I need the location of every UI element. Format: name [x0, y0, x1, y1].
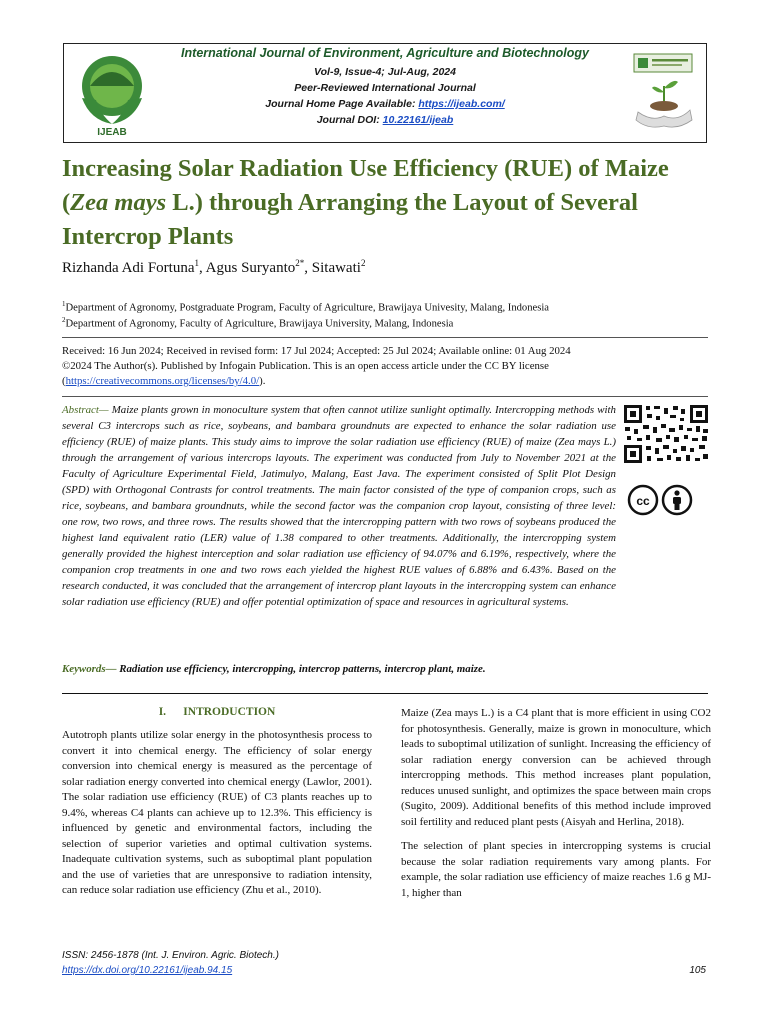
peer-reviewed-label: Peer-Reviewed International Journal: [294, 82, 476, 94]
footer-doi-line: [62, 965, 232, 976]
author-list: [62, 258, 365, 277]
keywords-label: Keywords—: [62, 663, 117, 675]
abstract-text: Maize plants grown in monoculture system that often cannot utilize sunlight optimally. Intercropping methods with several C3 intercrops such as rice, soybeans, and bambara groundnuts are expected to enhance the solar radiation use efficiency (RUE) of maize plants. This study aims to improve the solar radiation use efficiency (RUE) of maize (Zea mays L.) through the arrangement of various intercrops layouts. The experiment was conducted from July to November 2021 at the Faculty of Agriculture Experimental Field, Jatimulyo, Malang, East Java. The experiment consisted of Split Plot Design (SPD) with Orthogonal Contrasts for control treatments. The main factor consisted of the type of companion crops, such as rice, soybeans, and bambara groundnuts, while the second factor was the companion crop layout, consisting of three level: one row, two rows, and three rows. The results showed that the intercropping pattern with two rows of soybeans produced the highest land equivalent ratio (LER) value of 1.38 compared to other treatments. Additionally, the intercropping system generally provided the highest interception and solar radiation use efficiency of 94.07% and 6.19%, respectively, where the companion crop treatments in one and two rows each yielded the highest RUE values of 6.88% and 6.43%. Based on the research conducted, it was concluded that the arrangement of intercrop plant layouts in the intercropping system can enhance solar radiation use efficiency (RUE) and offer potential optimization of space and resources in agricultural systems.: [62, 404, 616, 608]
keywords: [62, 663, 712, 675]
journal-logo: [70, 48, 154, 138]
divider: [62, 396, 708, 397]
divider: [62, 337, 708, 338]
journal-info: [154, 44, 616, 126]
journal-name: International Journal of Environment, Agriculture and Biotechnology: [181, 46, 589, 60]
section-heading-introduction: I. INTRODUCTION: [158, 706, 276, 718]
article-title: [62, 152, 712, 254]
logo-text: IJEAB: [97, 127, 127, 138]
abstract-label: Abstract—: [62, 404, 109, 416]
title-species: Zea mays: [70, 189, 167, 216]
footer-issn: ISSN: 2456-1878 (Int. J. Environ. Agric. Biotech.): [62, 950, 279, 961]
paragraph: Autotroph plants utilize solar energy in the photosynthesis process to convert it into chemical energy. The efficiency of solar energy conversion into chemical energy is measured as the percentage of solar radiation energy converted into chemical energy (Lawlor, 2001). The solar radiation use efficiency (RUE) of C3 plants reaches up to 9.4%, whereas C4 plants can achieve up to 12.3%. This efficiency is influenced by genetic and environmental factors, including the selection of superior varieties and optimal cultivation systems. Inadequate cultivation systems, such as suboptimal plant population and the use of varieties that are unresponsive to radiation intensity, can reduce solar radiation use efficiency (Zhu et al., 2010).: [62, 729, 372, 896]
journal-doi-link[interactable]: 10.22161/ijeab: [382, 114, 454, 126]
journal-doi-line: [154, 114, 616, 126]
journal-doi-label: Journal DOI:: [316, 114, 383, 126]
license-line: ©2024 The Author(s). Published by Infogain Publication. This is an open access article under the CC BY license: [62, 360, 549, 372]
affiliation-1: $^1$Department of Agronomy, Postgraduate Program, Faculty of Agriculture, Brawijaya Univesity, Malang, Indonesia: [62, 300, 549, 314]
left-column: [62, 728, 372, 908]
license-link[interactable]: https://creativecommons.org/licenses/by/4.0/: [65, 375, 260, 387]
abstract: [62, 402, 616, 610]
license-url-line: (https://creativecommons.org/licenses/by/4.0/).: [62, 375, 266, 387]
affiliation-2: $^2$Department of Agronomy, Faculty of Agriculture, Brawijaya University, Malang, Indonesia: [62, 316, 454, 330]
title-part-2: L.) through Arranging the Layout of Several Intercrop Plants: [62, 189, 638, 250]
paragraph: The selection of plant species in intercropping systems is crucial because the solar radiation requirements vary among plants. For example, the solar radiation use efficiency of maize reaches 1.6 g MJ-1, higher than: [401, 840, 711, 899]
svg-text:cc: cc: [636, 494, 650, 508]
paragraph: Maize (Zea mays L.) is a C4 plant that is more efficient in using CO2 for photosynthesis. Generally, maize is grown in monoculture, which leads to suboptimal utilization of sunlight. Increasing the efficiency of solar radiation energy conversion can be achieved through intercropping methods. This method increases plant population, reduces unused sunlight, and optimizes the space between main crops (Sugito, 2009). Additional benefits of this method include improved soil fertility and reduced plant pests (Aisyah and Herlina, 2018).: [401, 707, 711, 828]
page-number: 105: [689, 965, 706, 976]
cc-by-license-icon[interactable]: [627, 484, 697, 516]
homepage-line: [154, 98, 616, 110]
footer-doi-link[interactable]: https://dx.doi.org/10.22161/ijeab.94.15: [62, 965, 233, 976]
journal-volume: Vol-9, Issue-4; Jul-Aug, 2024: [314, 66, 456, 78]
publication-dates: [62, 344, 712, 389]
received-line: Received: 16 Jun 2024; Received in revised form: 17 Jul 2024; Accepted: 25 Jul 2024; Available online: 01 Aug 2024: [62, 345, 571, 357]
title-part-1: Increasing Solar Radiation Use Efficiency (RUE) of Maize (: [62, 155, 669, 216]
journal-header: [63, 43, 707, 143]
hands-seedling-image: [628, 50, 698, 136]
author-1: Rizhanda Adi Fortuna$^1$,: [62, 258, 206, 276]
keywords-text: Radiation use efficiency, intercropping, intercrop patterns, intercrop plant, maize.: [116, 663, 486, 675]
author-2: Agus Suryanto$^{2*}$,: [205, 258, 312, 276]
homepage-link[interactable]: https://ijeab.com/: [418, 98, 505, 110]
qr-code-icon[interactable]: [623, 404, 709, 464]
author-3: Sitawati$^2$: [311, 258, 366, 276]
divider: [62, 693, 708, 694]
right-column: [401, 706, 711, 910]
homepage-label: Journal Home Page Available:: [265, 98, 419, 110]
